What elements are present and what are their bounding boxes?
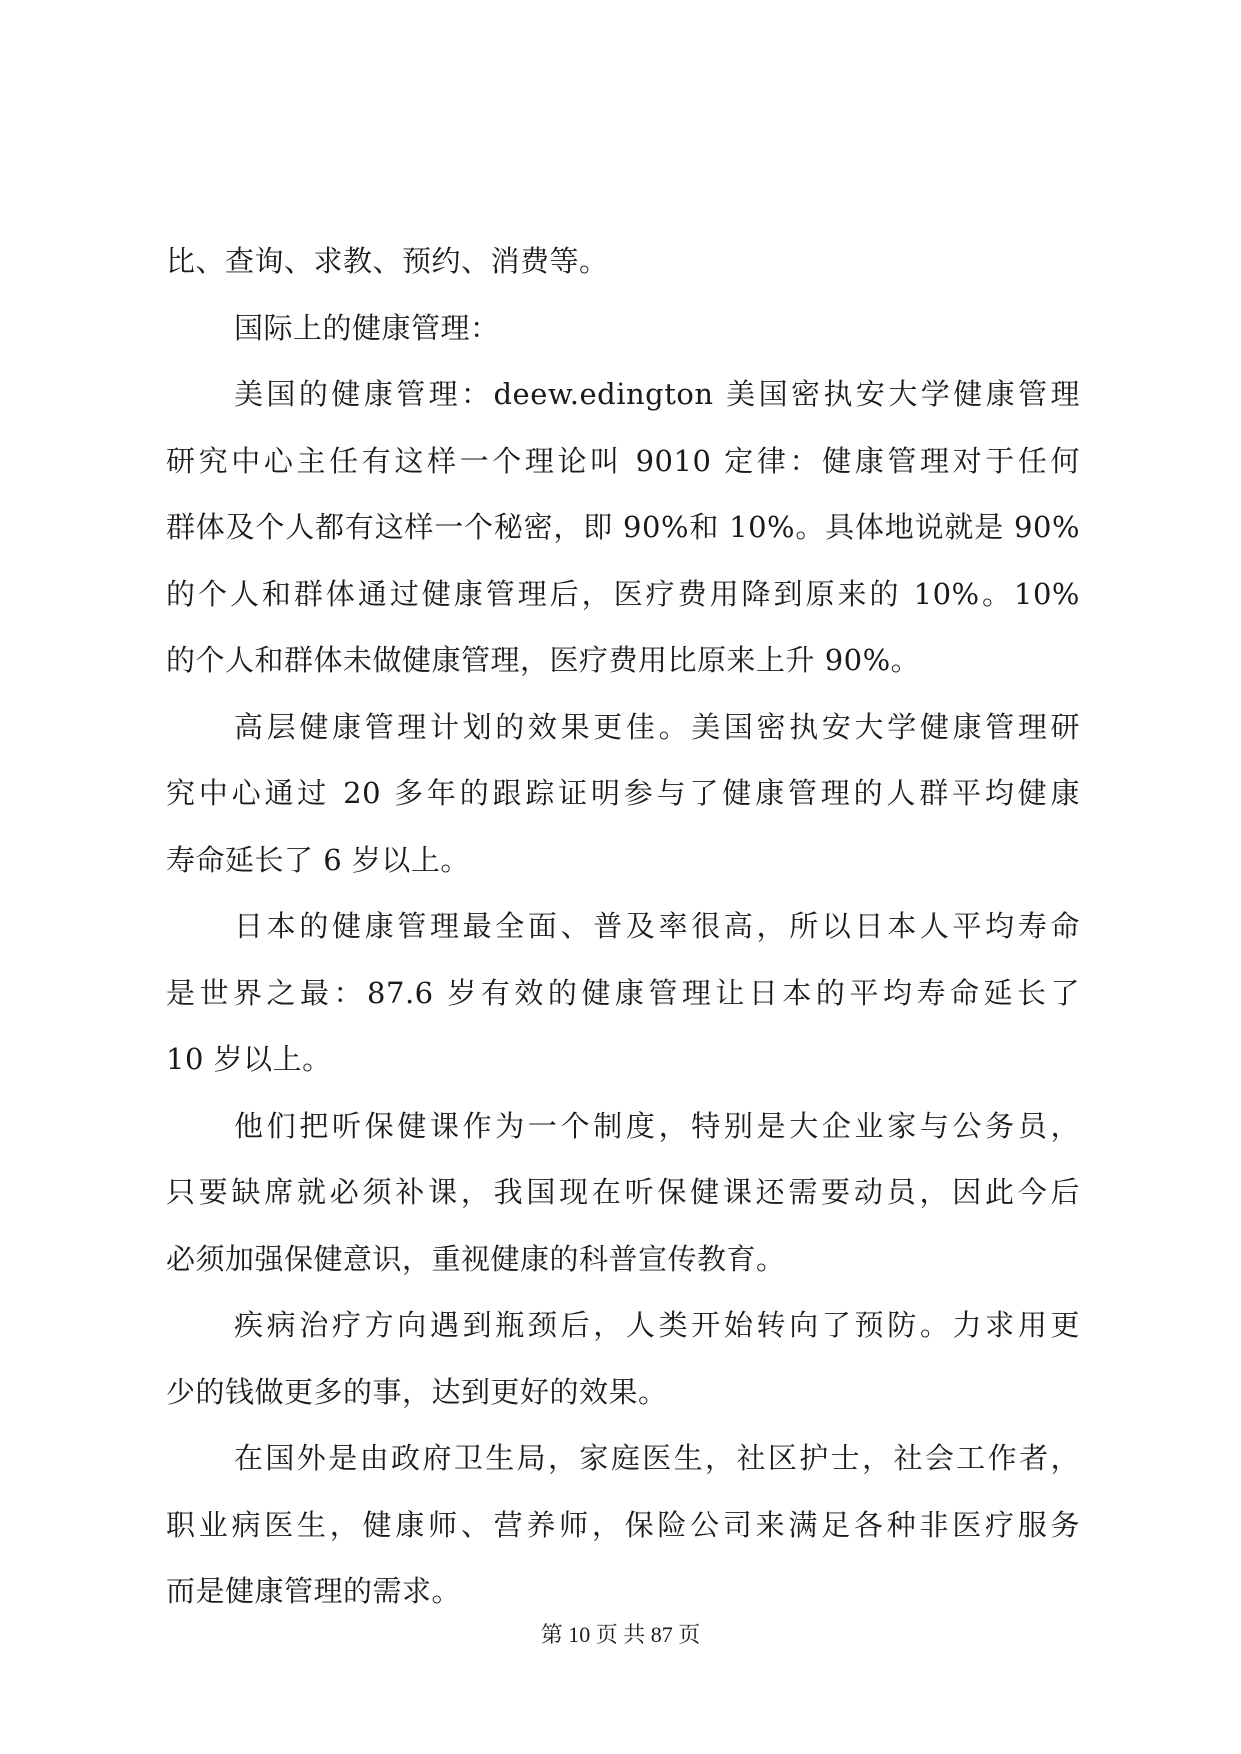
text-line: 必须加强保健意识，重视健康的科普宣传教育。 [166,1241,786,1276]
text-line: 比、查询、求教、预约、消费等。 [166,244,609,278]
text-line: 职业病医生，健康师、营养师，保险公司来满足各种非医疗服务 [166,1507,1080,1542]
text-line: 究中心通过 20 多年的跟踪证明参与了健康管理的人群平均健康 [166,776,1080,810]
paragraph [166,893,1080,1093]
paragraph [166,694,1080,894]
text-line: 疾病治疗方向遇到瓶颈后，人类开始转向了预防。力求用更 [234,1308,1080,1342]
paragraph [166,361,1080,694]
text-line: 而是健康管理的需求。 [166,1574,462,1608]
text-line: 美国的健康管理：deew.edington 美国密执安大学健康管理 [234,377,1080,411]
paragraph [166,1292,1080,1425]
body-text [166,228,1080,1625]
text-line: 的个人和群体通过健康管理后，医疗费用降到原来的 10%。10% [166,576,1080,611]
text-line: 群体及个人都有这样一个秘密，即 90%和 10%。具体地说就是 90% [166,510,1080,544]
paragraph [166,228,1080,295]
text-line: 少的钱做更多的事，达到更好的效果。 [166,1374,668,1409]
text-line: 高层健康管理计划的效果更佳。美国密执安大学健康管理研 [234,709,1080,744]
paragraph [166,1093,1080,1293]
text-line: 10 岁以上。 [166,1042,332,1076]
text-line: 只要缺席就必须补课，我国现在听保健课还需要动员，因此今后 [166,1175,1080,1209]
paragraph [166,295,1080,362]
text-line: 日本的健康管理最全面、普及率很高，所以日本人平均寿命 [234,909,1080,943]
text-line: 研究中心主任有这样一个理论叫 9010 定律：健康管理对于任何 [166,443,1080,478]
page-footer: 第 10 页 共 87 页 [540,1622,701,1647]
paragraph [166,1425,1080,1625]
text-line: 的个人和群体未做健康管理，医疗费用比原来上升 90%。 [166,643,921,677]
text-line: 在国外是由政府卫生局，家庭医生，社区护士，社会工作者， [234,1441,1080,1475]
text-line: 寿命延长了 6 岁以上。 [166,842,470,877]
text-line: 是世界之最：87.6 岁有效的健康管理让日本的平均寿命延长了 [166,975,1080,1010]
text-line: 国际上的健康管理： [234,310,500,345]
text-line: 他们把听保健课作为一个制度，特别是大企业家与公务员， [234,1108,1080,1143]
